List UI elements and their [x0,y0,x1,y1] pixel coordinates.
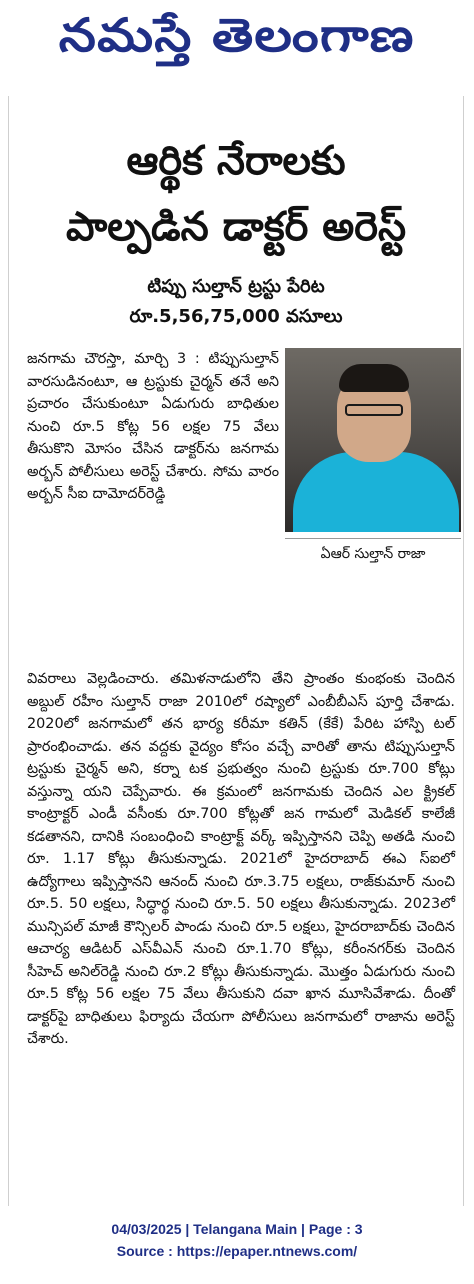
headline-line-1: ఆర్థిక నేరాలకు [126,138,346,184]
headline-line-2: పాల్పడిన డాక్టర్ అరెస్ట్ [65,204,407,250]
subheadline-line-2: రూ.5,56,75,000 వసూలు [129,306,343,327]
article-body-part-1: జనగామ చౌరస్తా, మార్చి 3 : టిప్పుసుల్తాన్ వారసుడినంటూ, ఆ ట్రస్టుకు చైర్మన్ తనే అని ప్రచారం చేసుకుంటూ ఏడుగురు బాధితుల నుంచి రూ.5 కోట్ల 56 లక్షల 75 వేలు తీసుకొని మోసం చేసిన డాక్టర్‌ను జనగామ అర్బన్ పోలీసులు అరెస్ట్ చేశారు. సోమ వారం అర్బన్ సీఐ దామోదర్‌రెడ్డి [27,351,279,502]
footer-source-link[interactable]: Source : https://epaper.ntnews.com/ [116,1243,358,1259]
news-article [8,96,464,1206]
accused-photo [285,348,461,532]
subheadline-line-1: టిప్పు సుల్తాన్ ట్రస్టు పేరిట [147,276,325,297]
article-body-part-2: వివరాలు వెల్లడించారు. తమిళనాడులోని తేని ప్రాంతం కుంభంకు చెందిన అబ్దుల్ రహీం సుల్తాన్ రాజా 2010లో రష్యాలో ఎంబీబీఎస్ పూర్తి చేశాడు. 2020లో జనగామలో తన భార్య కరీమా కతిన్ (కేకే) పేరిట హాస్పి టల్ ప్రారంభించాడు. తన వద్దకు వైద్యం కోసం వచ్చే వారితో తాను టిప్పుసుల్తాన్ ట్రస్టుకు చైర్మన్ అని, కర్నా టక ప్రభుత్వం నుంచి ట్రస్టుకు రూ.700 కోట్లు వస్తున్నా యని చెప్పేవారు. ఈ క్రమంలో జనగామకు చెందిన ఎల క్ట్రికల్ కాంట్రాక్టర్ ఎండీ వసీంకు రూ.700 కోట్లతో జన గామలో మెడికల్ కాలేజీ కడతానని, దానికి సంబంధించి కాంట్రాక్ట్ వర్క్ ఇప్పిస్తానని చెప్పి అతడి నుంచి రూ. 1.17 కోట్లు తీసుకున్నాడు. 2021లో హైదరాబాద్ ఈఎ స్ఐలో ఉద్యోగాలు ఇప్పిస్తానని ఆనంద్ నుంచి రూ.3.75 లక్షలు, రాజ్‌కుమార్ నుంచి రూ.5. 50 లక్షలు, సిద్ధార్థ నుంచి రూ.5. 50 లక్షలు తీసుకున్నాడు. 2023లో మున్సిపల్ మాజీ కౌన్సిలర్ పాండు నుంచి రూ.5 లక్షలు, హైదరాబాద్‌కు చెందిన ఆచార్య ఆడిటర్ ఎస్‌వీఎన్ నుంచి రూ.1.70 కోట్లు, కరీంనగర్‌కు చెందిన సీహెచ్ అనిల్‌రెడ్డి నుంచి రూ.2 కోట్లు తీసుకున్నాడు. మొత్తం ఏడుగురు నుంచి రూ.5 కోట్ల 56 లక్షల 75 వేలు తీసుకుని దవా ఖాన మూసివేశాడు. దీంతో డాక్టర్‌పై బాధితులు ఫిర్యాదు చేయగా పోలీసులు జనగామలో రాజాను అరెస్ట్ చేశారు. [27,671,455,1047]
photo-caption: ఏఆర్ సుల్తాన్ రాజా [285,538,461,569]
newspaper-masthead [0,0,474,80]
page-footer [0,1218,474,1262]
footer-edition-info: 04/03/2025 | Telangana Main | Page : 3 [111,1221,363,1237]
article-photo-box [285,348,461,574]
masthead-title: నమస్తే తెలంగాణ [59,8,415,62]
